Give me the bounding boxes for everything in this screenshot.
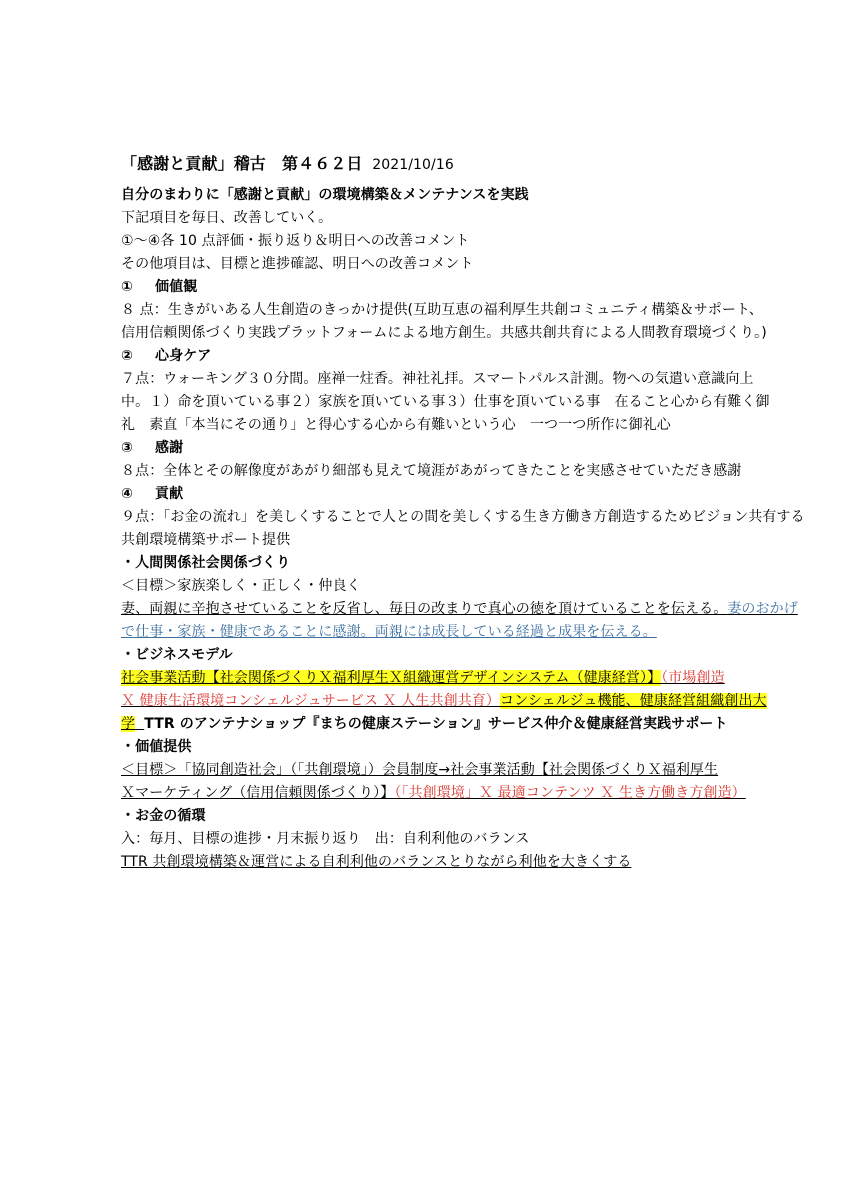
human-line-1 xyxy=(121,598,798,621)
section-4-heading xyxy=(121,483,741,506)
value-line-2-text: Ｘマーケティング（信用信頼関係づくり）】 xyxy=(121,785,395,801)
section-3-heading xyxy=(121,437,741,460)
human-heading: ・人間関係社会関係づくり xyxy=(121,555,291,571)
business-line-3-gap xyxy=(135,716,144,732)
document-page xyxy=(121,150,805,874)
section-1-title: 価値観 xyxy=(155,279,198,295)
section-4-title: 貢献 xyxy=(155,486,184,502)
section-4-line-1: ９点：「お金の流れ」を美しくすることで人との間を美しくする生き方働き方創造するためビジョン共有する xyxy=(121,509,805,525)
section-1-line-1: ８ 点：生きがいある人生創造のきっかけ提供(互助互恵の福利厚生共創コミュニティ構築＆サポート、 xyxy=(121,302,763,318)
section-1-heading xyxy=(121,276,741,299)
human-line-2: で仕事・家族・健康であることに感謝。両親には成長している経過と成果を伝える。 xyxy=(121,624,657,640)
section-2-number: ② xyxy=(121,348,133,364)
value-line-2-red: （「共創環境」Ｘ 最適コンテンツ Ｘ 生き方働き方創造） xyxy=(394,785,746,801)
business-line-2-red: Ｘ 健康生活環境コンシェルジュサービス Ｘ 人生共創共育） xyxy=(121,693,500,709)
business-heading: ・ビジネスモデル xyxy=(121,647,233,663)
money-line-1: 入：毎月、目標の進捗・月末振り返り 出：自利利他のバランス xyxy=(121,831,530,847)
section-4-number: ④ xyxy=(121,486,133,502)
value-line-2 xyxy=(121,782,746,805)
business-line-1-red: （市場創造 xyxy=(661,670,725,686)
intro-heading: 自分のまわりに「感謝と貢献」の環境構築＆メンテナンスを実践 xyxy=(121,187,529,203)
business-line-1-highlight: 社会事業活動【社会関係づくりＸ福利厚生Ｘ組織運営デザインシステム（健康経営）】 xyxy=(121,670,662,686)
business-line-3 xyxy=(121,713,741,736)
intro-line-3: その他項目は、目標と進捗確認、明日への改善コメント xyxy=(121,256,474,272)
section-2-heading xyxy=(121,345,741,368)
title-main: 「感謝と貢献」稽古 第４６２日 xyxy=(121,154,363,173)
business-line-2 xyxy=(121,690,767,713)
section-4-line-2: 共創環境構築サポート提供 xyxy=(121,532,291,548)
section-2-title: 心身ケア xyxy=(155,348,212,364)
business-line-1 xyxy=(121,667,741,690)
business-line-3-bold: TTR のアンテナショップ『まちの健康ステーション』サービス仲介＆健康経営実践サポート xyxy=(144,716,728,732)
section-2-line-3: 礼 素直「本当にその通り」と得心する心から有難いという心 一つ一つ所作に御礼心 xyxy=(121,417,671,433)
intro-line-2: ①～④各 10 点評価・振り返り＆明日への改善コメント xyxy=(121,233,470,249)
human-line-1-blue: 妻のおかげ xyxy=(727,601,798,617)
section-3-number: ③ xyxy=(121,440,133,456)
business-line-2-highlight: コンシェルジュ機能、健康経営組織創出大 xyxy=(500,693,767,709)
intro-line-1: 下記項目を毎日、改善していく。 xyxy=(121,210,333,226)
section-1-line-2: 信用信頼関係づくり実践プラットフォームによる地方創生。共感共創共育による人間教育環境づくり。) xyxy=(121,325,767,341)
human-goal: ＜目標＞家族楽しく・正しく・仲良く xyxy=(121,578,361,594)
human-line-1-text: 妻、両親に辛抱させていることを反省し、毎日の改まりで真心の徳を頂けていることを伝える。 xyxy=(121,601,728,617)
page-title xyxy=(121,150,741,184)
section-3-line-1: ８点：全体とその解像度があがり細部も見えて境涯があがってきたことを実感させていただき感謝 xyxy=(121,463,742,479)
money-line-2: TTR 共創環境構築＆運営による自利利他のバランスとりながら利他を大きくする xyxy=(121,854,632,870)
section-2-line-1: ７点：ウォーキング３０分間。座禅一炷香。神社礼拝。スマートパルス計測。物への気遣い意識向上 xyxy=(121,371,754,387)
value-heading: ・価値提供 xyxy=(121,739,192,755)
section-3-title: 感謝 xyxy=(155,440,184,456)
business-line-3-highlight: 学 xyxy=(121,716,136,732)
money-heading: ・お金の循環 xyxy=(121,808,206,824)
section-1-number: ① xyxy=(121,279,133,295)
section-2-line-2: 中。１）命を頂いている事２）家族を頂いている事３）仕事を頂いている事 在ること心から有難く御 xyxy=(121,394,770,410)
title-date: 2021/10/16 xyxy=(372,157,454,173)
value-line-1: ＜目標＞「協同創造社会」（「共創環境」）会員制度→社会事業活動【社会関係づくりＸ福利厚生 xyxy=(121,762,719,778)
